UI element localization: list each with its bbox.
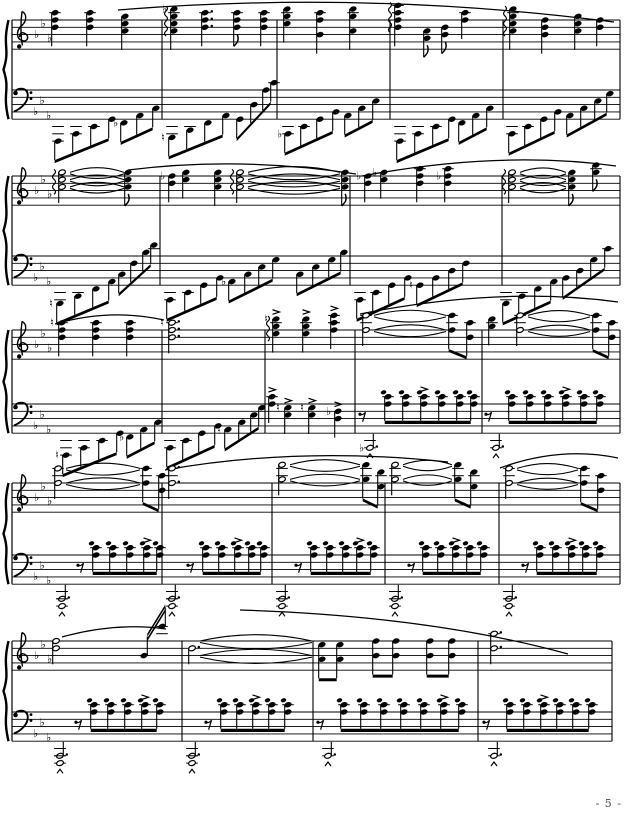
svg-text:♭: ♭ [359, 441, 365, 455]
svg-text:♭: ♭ [47, 341, 53, 355]
phrase-slur [240, 610, 568, 654]
brace [4, 330, 9, 433]
svg-text:♭: ♭ [46, 730, 52, 744]
phrase-slur [362, 160, 616, 176]
key-signature [33, 327, 52, 436]
treble-clef-icon [17, 322, 28, 359]
staves [12, 20, 620, 119]
brace [4, 176, 9, 285]
svg-text:♭: ♭ [34, 27, 40, 41]
svg-text:♭: ♭ [119, 430, 125, 444]
svg-text:♭: ♭ [33, 271, 39, 285]
staves [12, 483, 620, 584]
svg-text:♭: ♭ [372, 165, 378, 179]
staves [12, 641, 612, 741]
key-signature [33, 480, 52, 587]
svg-text:♮: ♮ [49, 296, 53, 310]
svg-text:♭: ♭ [39, 260, 45, 274]
phrase-slur [55, 315, 164, 324]
treble-voice [52, 604, 502, 681]
svg-text:♭: ♭ [46, 274, 52, 288]
svg-text:♮: ♮ [160, 316, 164, 330]
svg-text:♭: ♭ [113, 116, 119, 130]
key-signature [33, 17, 52, 122]
phrase-slur [360, 296, 618, 314]
svg-text:♭: ♭ [356, 169, 362, 183]
page-number: - 5 - [595, 797, 622, 810]
bass-clef-icon [13, 554, 32, 577]
svg-text:♭: ♭ [436, 169, 442, 183]
svg-text:♭: ♭ [33, 570, 39, 584]
phrase-slur [118, 2, 614, 22]
svg-text:♭: ♭ [47, 31, 53, 45]
svg-text:♮: ♮ [161, 130, 165, 144]
svg-text:♭: ♭ [46, 422, 52, 436]
svg-text:♭: ♭ [39, 408, 45, 422]
svg-text:♭: ♭ [33, 727, 39, 741]
svg-text:♭: ♭ [47, 187, 53, 201]
svg-text:♮: ♮ [264, 312, 268, 326]
phrase-slur [165, 456, 448, 470]
bass-voice [55, 387, 606, 477]
svg-text:♮: ♮ [409, 278, 413, 292]
bass-clef-icon [13, 255, 32, 278]
svg-text:♭: ♭ [39, 559, 45, 573]
svg-text:♭: ♭ [326, 404, 332, 418]
svg-text:♭: ♭ [34, 337, 40, 351]
system-4 [4, 454, 621, 617]
svg-text:♭: ♭ [39, 94, 45, 108]
bass-voice [52, 79, 614, 163]
svg-text:♭: ♭ [34, 490, 40, 504]
svg-text:♭: ♭ [40, 637, 46, 651]
svg-text:♭: ♭ [47, 652, 53, 666]
svg-text:♭: ♭ [160, 169, 166, 183]
svg-text:♮: ♮ [55, 448, 59, 462]
svg-text:♭: ♭ [40, 172, 46, 186]
bass-clef-icon [13, 403, 32, 426]
staves [12, 330, 620, 433]
svg-text:♭: ♭ [162, 2, 168, 16]
treble-voice [52, 460, 607, 513]
brace [4, 20, 9, 119]
svg-text:♮: ♮ [300, 401, 304, 415]
system-5 [4, 604, 613, 773]
svg-text:♮: ♮ [276, 401, 280, 415]
svg-text:♭: ♭ [33, 419, 39, 433]
brace [4, 641, 9, 741]
treble-clef-icon [17, 12, 28, 49]
treble-voice [53, 162, 602, 206]
system-2 [4, 160, 621, 326]
bass-voice [49, 242, 614, 326]
treble-voice [50, 306, 618, 359]
svg-text:♭: ♭ [39, 716, 45, 730]
svg-text:♭: ♭ [40, 479, 46, 493]
svg-text:♭: ♭ [221, 275, 227, 289]
treble-clef-icon [17, 168, 28, 205]
svg-text:♭: ♭ [34, 183, 40, 197]
svg-text:♭: ♭ [40, 16, 46, 30]
svg-text:♭: ♭ [277, 127, 283, 141]
svg-text:♭: ♭ [46, 573, 52, 587]
svg-text:♭: ♭ [33, 105, 39, 119]
phrase-slur [500, 454, 618, 468]
svg-text:♮: ♮ [217, 423, 221, 437]
bass-clef-icon [13, 711, 32, 734]
svg-text:♭: ♭ [40, 326, 46, 340]
treble-clef-icon [17, 475, 28, 512]
svg-text:♭: ♭ [46, 108, 52, 122]
svg-text:♭: ♭ [47, 494, 53, 508]
svg-text:♮: ♮ [50, 316, 54, 330]
system-3 [4, 296, 621, 477]
bass-clef-icon [13, 89, 32, 112]
svg-text:♭: ♭ [34, 648, 40, 662]
key-signature [33, 638, 52, 744]
brace [4, 483, 9, 584]
system-1 [4, 2, 621, 163]
treble-clef-icon [17, 633, 28, 670]
